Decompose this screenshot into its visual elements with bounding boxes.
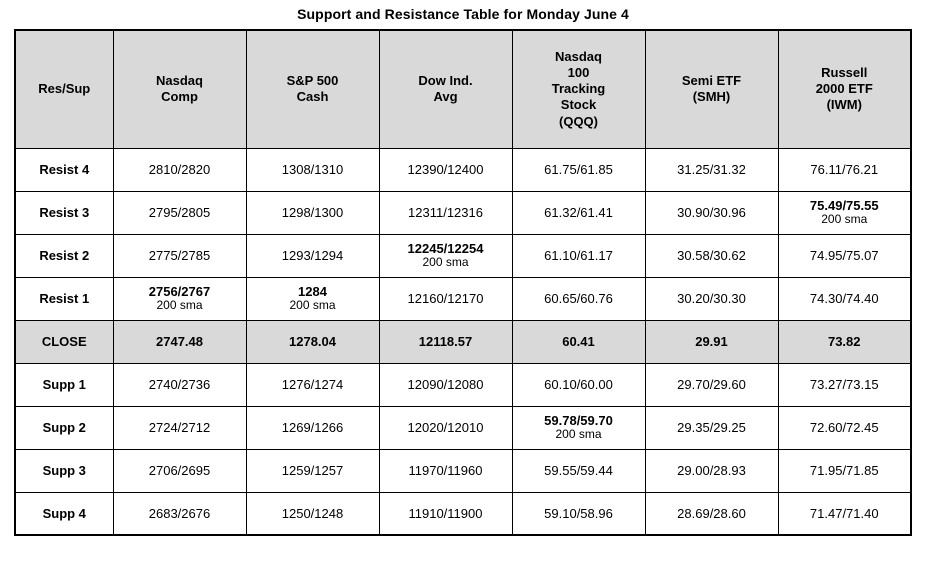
data-cell <box>379 449 512 492</box>
data-cell <box>113 148 246 191</box>
table-body <box>15 148 911 535</box>
data-cell <box>512 148 645 191</box>
column-header-line: Stock <box>560 97 597 113</box>
data-cell <box>379 320 512 363</box>
cell-value: 29.00/28.93 <box>677 463 746 478</box>
data-cell <box>246 277 379 320</box>
cell-value: 1259/1257 <box>281 463 344 478</box>
data-cell <box>246 234 379 277</box>
cell-value: 30.90/30.96 <box>677 205 746 220</box>
cell-value: 2810/2820 <box>148 162 211 177</box>
cell-value: 29.70/29.60 <box>677 377 746 392</box>
data-cell <box>246 191 379 234</box>
row-label: Resist 2 <box>15 234 113 277</box>
row-label: Supp 3 <box>15 449 113 492</box>
data-cell <box>645 406 778 449</box>
table-row <box>15 234 911 277</box>
cell-value: 29.91 <box>695 334 728 349</box>
data-cell <box>246 406 379 449</box>
row-label: Supp 4 <box>15 492 113 535</box>
table-header <box>15 30 911 148</box>
data-cell <box>113 277 246 320</box>
table-row <box>15 277 911 320</box>
data-cell <box>645 320 778 363</box>
cell-value: 61.32/61.41 <box>544 205 613 220</box>
column-header-4 <box>512 30 645 148</box>
cell-value: 74.30/74.40 <box>809 291 879 306</box>
row-label: CLOSE <box>15 320 113 363</box>
cell-value: 59.10/58.96 <box>544 505 613 521</box>
data-cell <box>645 234 778 277</box>
data-cell <box>113 191 246 234</box>
table-row <box>15 363 911 406</box>
data-cell <box>379 148 512 191</box>
cell-note: 200 sma <box>555 427 602 442</box>
column-header-line: Nasdaq <box>156 73 203 88</box>
cell-value: 1293/1294 <box>281 248 344 263</box>
data-cell <box>379 277 512 320</box>
cell-value: 74.95/75.07 <box>809 248 879 263</box>
data-cell <box>379 492 512 535</box>
cell-value: 2795/2805 <box>148 205 211 220</box>
data-cell <box>512 234 645 277</box>
column-header-line: Nasdaq <box>555 48 602 64</box>
cell-value: 71.47/71.40 <box>809 505 879 521</box>
cell-note: 200 sma <box>156 298 203 313</box>
data-cell <box>113 492 246 535</box>
cell-value: 1308/1310 <box>281 162 344 177</box>
data-cell <box>246 363 379 406</box>
cell-value: 73.27/73.15 <box>809 377 879 392</box>
row-label: Supp 1 <box>15 363 113 406</box>
cell-note: 200 sma <box>422 255 469 270</box>
cell-value: 31.25/31.32 <box>677 162 746 177</box>
data-cell <box>645 277 778 320</box>
cell-value: 30.20/30.30 <box>677 291 746 306</box>
cell-value: 29.35/29.25 <box>677 420 746 435</box>
data-cell <box>113 449 246 492</box>
data-cell <box>778 320 911 363</box>
cell-value: 12245/12254 <box>407 241 484 257</box>
data-cell <box>645 363 778 406</box>
data-cell <box>645 191 778 234</box>
cell-value: 12118.57 <box>418 334 473 349</box>
table-row <box>15 406 911 449</box>
cell-value: 2747.48 <box>156 334 203 349</box>
column-header-2 <box>246 30 379 148</box>
cell-value: 11970/11960 <box>408 463 483 478</box>
cell-value: 12390/12400 <box>407 162 484 177</box>
data-cell <box>512 363 645 406</box>
page-title: Support and Resistance Table for Monday June 4 <box>297 6 629 22</box>
cell-value: 61.75/61.85 <box>544 162 613 177</box>
cell-note: 200 sma <box>289 298 336 313</box>
cell-value: 72.60/72.45 <box>809 420 879 435</box>
row-label: Resist 3 <box>15 191 113 234</box>
data-cell <box>778 449 911 492</box>
table-row <box>15 320 911 363</box>
cell-value: 2706/2695 <box>148 463 211 478</box>
column-header-line: S&P 500 <box>286 73 339 88</box>
table-row <box>15 148 911 191</box>
cell-value: 1276/1274 <box>281 377 344 392</box>
table-row <box>15 191 911 234</box>
column-header-line: Semi ETF <box>681 73 742 88</box>
data-cell <box>113 320 246 363</box>
cell-value: 1298/1300 <box>281 205 344 220</box>
cell-value: 12020/12010 <box>407 420 484 435</box>
cell-value: 76.11/76.21 <box>810 162 879 177</box>
cell-value: 73.82 <box>827 334 861 349</box>
data-cell <box>379 234 512 277</box>
cell-value: 59.78/59.70 <box>544 413 613 429</box>
cell-value: 59.55/59.44 <box>544 463 613 478</box>
data-cell <box>512 492 645 535</box>
cell-value: 75.49/75.55 <box>809 198 879 214</box>
table-container <box>0 29 926 536</box>
cell-value: 2756/2767 <box>148 284 211 300</box>
cell-value: 71.95/71.85 <box>809 463 879 478</box>
column-header-line: Tracking <box>551 81 606 97</box>
column-header-line: (IWM) <box>826 97 862 113</box>
support-resistance-table <box>14 29 912 536</box>
data-cell <box>512 406 645 449</box>
data-cell <box>645 449 778 492</box>
data-cell <box>778 363 911 406</box>
cell-value: 1250/1248 <box>281 505 344 521</box>
column-header-line: Cash <box>296 89 329 105</box>
table-row <box>15 492 911 535</box>
data-cell <box>246 449 379 492</box>
data-cell <box>778 406 911 449</box>
cell-value: 60.10/60.00 <box>544 377 613 392</box>
row-label: Resist 4 <box>15 148 113 191</box>
column-header-line: 100 <box>567 64 590 80</box>
column-header-line: Avg <box>433 89 458 105</box>
cell-value: 30.58/30.62 <box>677 248 746 263</box>
cell-value: 1269/1266 <box>281 420 344 435</box>
data-cell <box>379 191 512 234</box>
cell-value: 1278.04 <box>289 334 336 349</box>
data-cell <box>246 492 379 535</box>
data-cell <box>778 492 911 535</box>
data-cell <box>778 277 911 320</box>
cell-value: 28.69/28.60 <box>677 505 746 521</box>
cell-value: 1284 <box>298 284 327 300</box>
data-cell <box>512 277 645 320</box>
data-cell <box>113 363 246 406</box>
data-cell <box>113 406 246 449</box>
data-cell <box>645 148 778 191</box>
column-header-6 <box>778 30 911 148</box>
cell-value: 11910/11900 <box>408 505 483 521</box>
data-cell <box>645 492 778 535</box>
data-cell <box>246 320 379 363</box>
data-cell <box>379 406 512 449</box>
data-cell <box>512 191 645 234</box>
column-header-line: Russell <box>821 64 868 80</box>
cell-value: 60.65/60.76 <box>544 291 613 306</box>
column-header-3 <box>379 30 512 148</box>
data-cell <box>246 148 379 191</box>
column-header-line: (SMH) <box>692 89 731 105</box>
header-row <box>15 30 911 148</box>
column-header-5 <box>645 30 778 148</box>
cell-value: 12090/12080 <box>407 377 484 392</box>
data-cell <box>113 234 246 277</box>
data-cell <box>778 191 911 234</box>
data-cell <box>512 320 645 363</box>
data-cell <box>512 449 645 492</box>
cell-value: 2683/2676 <box>148 505 211 521</box>
cell-value: 2724/2712 <box>148 420 211 435</box>
column-header-line: (QQQ) <box>559 113 598 129</box>
table-row <box>15 449 911 492</box>
column-header-line: Res/Sup <box>38 81 91 97</box>
data-cell <box>379 363 512 406</box>
column-header-line: Comp <box>161 89 198 105</box>
cell-value: 61.10/61.17 <box>544 248 613 263</box>
cell-value: 12160/12170 <box>407 291 484 306</box>
cell-value: 2775/2785 <box>148 248 211 263</box>
cell-value: 60.41 <box>562 334 595 349</box>
column-header-line: Dow Ind. <box>418 73 473 88</box>
cell-value: 2740/2736 <box>148 377 211 392</box>
row-label: Resist 1 <box>15 277 113 320</box>
data-cell <box>778 148 911 191</box>
column-header-line: 2000 ETF <box>815 81 873 97</box>
column-header-1 <box>113 30 246 148</box>
cell-value: 12311/12316 <box>408 205 483 220</box>
column-header-res-sup <box>15 30 113 148</box>
row-label: Supp 2 <box>15 406 113 449</box>
data-cell <box>778 234 911 277</box>
cell-note: 200 sma <box>821 212 868 227</box>
